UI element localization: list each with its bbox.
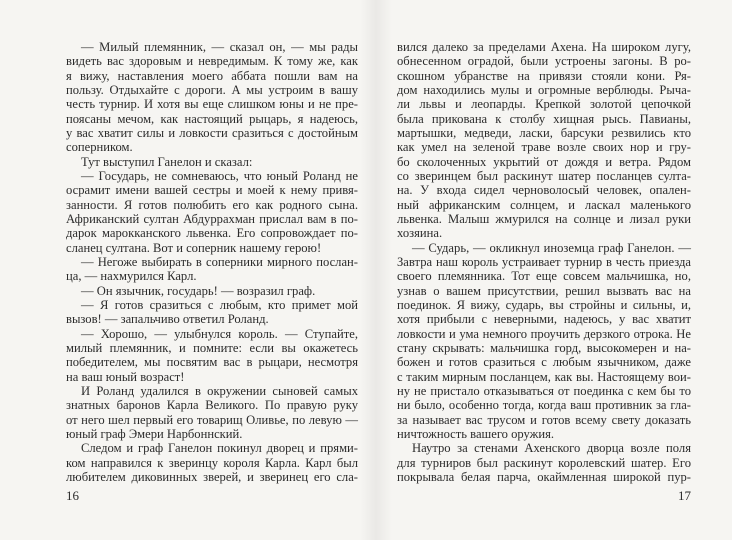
text-line: победителем, мы посвятим вас в рыцари, несмотря (66, 355, 358, 370)
text-line: как умел на зеленой траве возле своих нор и гру- (397, 140, 691, 155)
page-number: 17 (678, 488, 691, 503)
text-line: ничтожность вашего оружия. (397, 426, 555, 441)
text-line: покрывала белая парча, окаймленная широкой пур- (397, 469, 691, 484)
text-line: Следом и граф Ганелон покинул дворец и прями- (81, 441, 358, 456)
left-page (66, 0, 358, 540)
text-line: пользу. Отдыхайте с дороги. А мы устроим в вашу (66, 82, 358, 97)
text-line: вызов! — запальчиво ответил Роланд. (66, 312, 269, 327)
text-line: ца, — нахмурился Карл. (66, 269, 197, 284)
text-line: скошном убранстве на привязи стояли кони. Ря- (397, 68, 691, 83)
text-line: Наутро за стенами Ахенского дворца возле поля (412, 441, 691, 456)
text-line: — Сударь, — окликнул иноземца граф Ганелон. — (412, 240, 691, 255)
text-line: вился далеко за пределами Ахена. На широком лугу, (397, 40, 691, 54)
text-line: божен и готов сразиться с любым язычником, даже (397, 355, 691, 370)
text-line: сланец султана. Вот и соперник нашему герою! (66, 240, 322, 255)
text-line: бо сколоченных укрытий от дождя и ветра. Рядом (397, 154, 691, 169)
text-line: Африканский султан Абдуррахман прислал вам в по- (66, 211, 358, 226)
text-line: дарок марокканского львенка. Его сопровождает по- (66, 226, 358, 241)
text-line: своего племянника. Тот еще совсем мальчишка, но, (397, 269, 691, 284)
text-line: дом находились мулы и огромные верблюды. Рыча- (397, 82, 691, 97)
text-line: осрамит имени вашей сестры и моей к нему привя- (66, 183, 358, 198)
text-line: — Он язычник, государь! — возразил граф. (81, 283, 316, 298)
text-line: хозяина. (397, 226, 443, 241)
text-line: обнесенном оградой, были устроены загоны. В ро- (397, 54, 691, 69)
text-line: мартышки, медведи, ласки, барсуки резвились кто (397, 125, 691, 140)
text-line: с таким мирным посланцем, как вы. Настоящему вои- (397, 369, 691, 384)
page-number: 16 (66, 488, 79, 503)
text-line: милый племянник, и помните: если вы окажетесь (66, 340, 358, 355)
text-line: — Государь, не сомневаюсь, что юный Роланд не (81, 168, 358, 183)
text-line: у вас хватит силы и ловкости сразиться с достойным (66, 125, 358, 140)
text-line: юный граф Эмери Нарбоннский. (66, 426, 243, 441)
text-line: — Хорошо, — улыбнулся король. — Ступайте, (81, 326, 358, 341)
text-line: поясаны мечом, как настоящий рыцарь, я надеюсь, (66, 111, 358, 126)
text-line: для турниров был раскинут королевский шатер. Его (397, 455, 691, 470)
text-line: соперником. (66, 140, 133, 155)
text-line: стану скрывать: мальчишка горд, высокомерен и на- (397, 340, 691, 355)
text-line: любителем диковинных зверей, и зверинец его сла- (66, 469, 358, 484)
text-line: львенка. Малыш жмурился на солнце и лизал руки (397, 211, 691, 226)
text-line: за называет вас трусом и готов всему свету доказать (397, 412, 691, 427)
text-line: поединок. Я вижу, сударь, вы стройны и сильны, и, (397, 297, 691, 312)
text-line: от него шел первый его товарищ Оливье, по левую — (66, 412, 358, 427)
right-page (397, 0, 691, 540)
text-line: была прикована к столбу хищная рысь. Павианы, (397, 111, 691, 126)
text-line: узнав о вашем присутствии, решил вызвать вас на (397, 283, 691, 298)
text-line: на ваш юный возраст! (66, 369, 185, 384)
text-line: видеть вас здоровым и невредимым. К тому же, как (66, 54, 358, 69)
text-line: Тут выступил Ганелон и сказал: (81, 154, 253, 169)
text-line: ну не пристало отказываться от поединка с кем бы то (397, 383, 691, 398)
text-line: ный африканским солнцем, и ласкал маленького (397, 197, 691, 212)
text-line: я вижу, наставления моего аббата пошли вам на (66, 68, 358, 83)
text-line: — Я готов сразиться с любым, кто примет мой (81, 297, 358, 312)
text-line: занности. Я готов полюбить его как родного сына. (66, 197, 358, 212)
text-line: ловкости и ума немного проучить дерзкого отрока. Не (397, 326, 691, 341)
text-line: на. У входа сидел черноволосый человек, опален- (397, 183, 691, 198)
text-line: со зверинцем был раскинут шатер посланцев султа- (397, 168, 691, 183)
text-line: знатных баронов Карла Великого. По правую руку (66, 398, 358, 413)
text-line: — Милый племянник, — сказал он, — мы рады (81, 40, 358, 54)
text-line: ком направился к зверинцу короля Карла. Карл был (66, 455, 358, 470)
book-spine (360, 0, 392, 540)
text-line: И Роланд удалился в окружении сыновей самых (81, 383, 358, 398)
text-line: честь турнир. И хотя вы еще слишком юны и не пре- (66, 97, 358, 112)
text-line: Завтра наш король устраивает турнир в честь приезда (397, 254, 691, 269)
text-line: — Негоже выбирать в соперники мирного послан- (81, 254, 358, 269)
text-line: ли львы и леопарды. Крепкой золотой цепочкой (397, 97, 691, 112)
text-line: хотя прибыли с неверными, надеюсь, у вас хватит (397, 312, 691, 327)
text-line: ни было, особенно тогда, когда ваш противник за гла- (397, 398, 691, 413)
